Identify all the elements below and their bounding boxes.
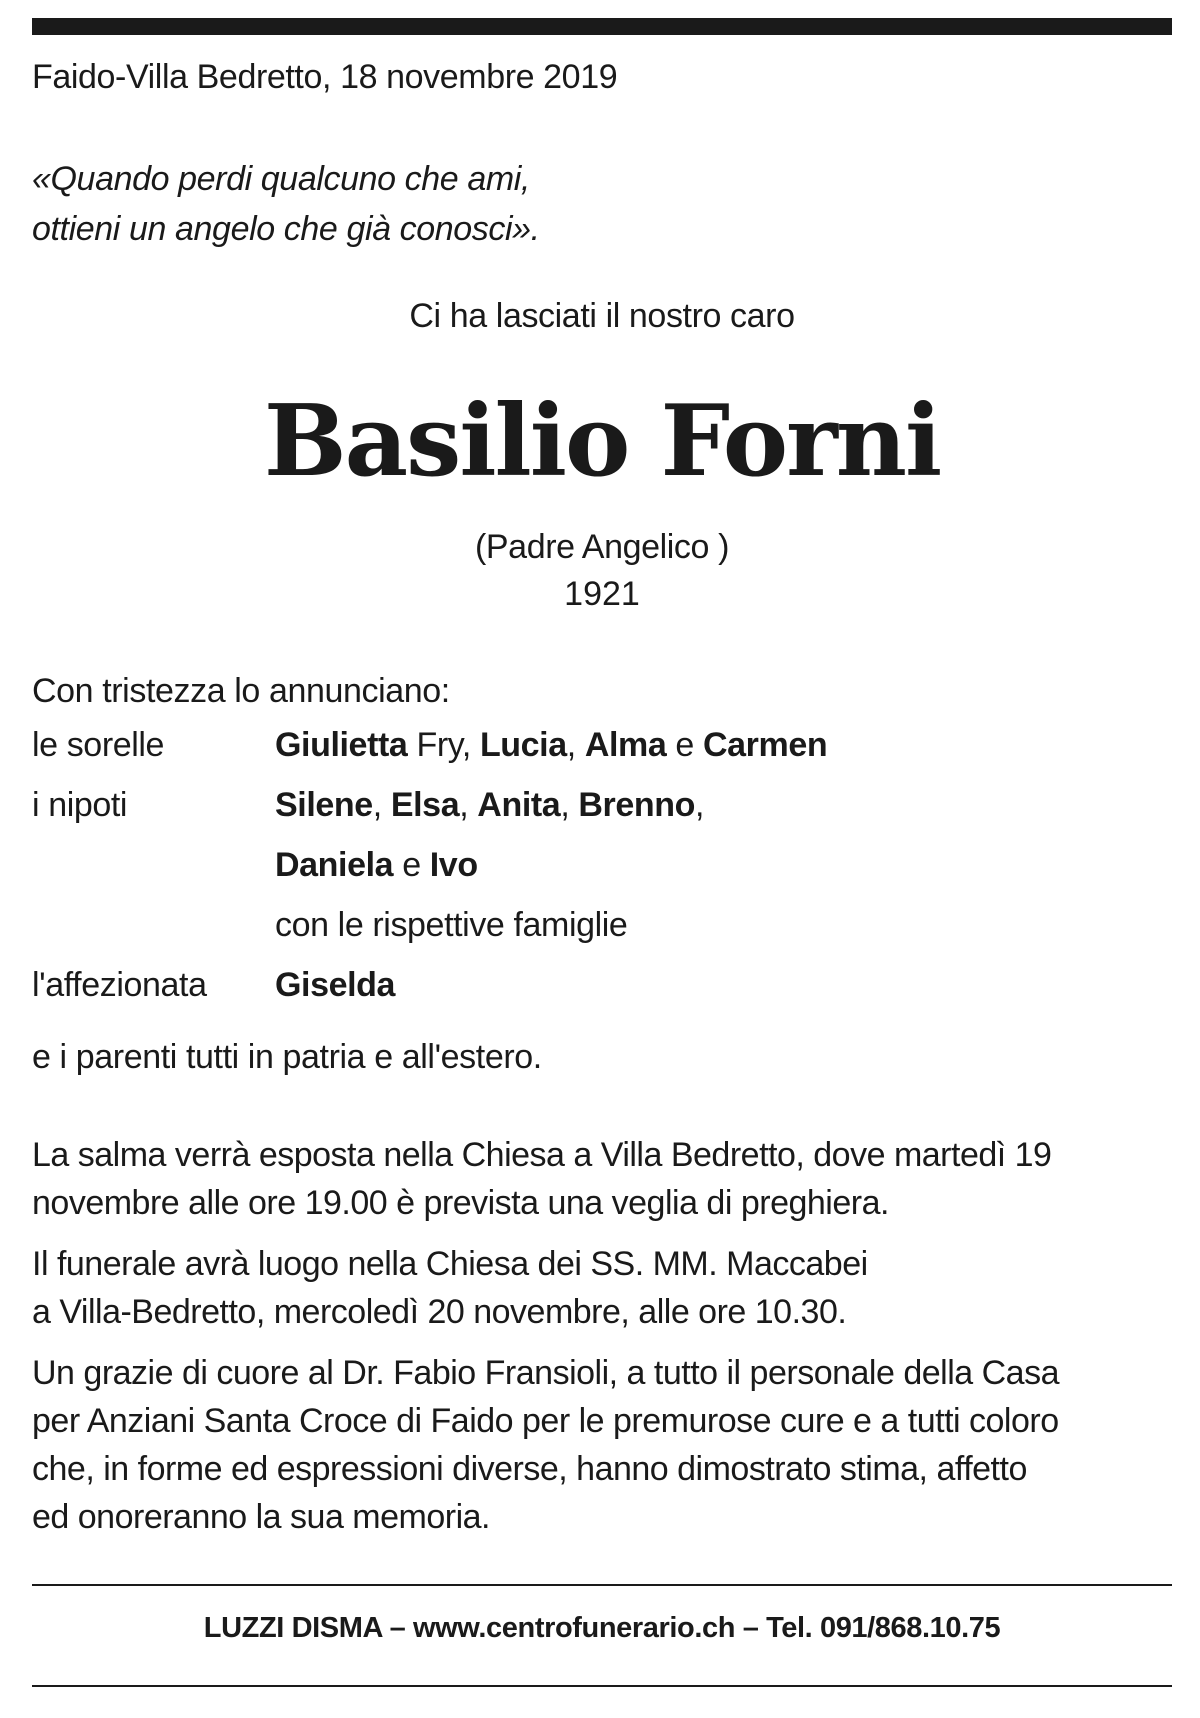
quote-line: «Quando perdi qualcuno che ami, (32, 160, 530, 198)
relatives-label: l'affezionata (32, 966, 207, 1004)
relative-name: Anita (477, 786, 561, 824)
relative-joiner: , (566, 726, 585, 764)
relatives-families: con le rispettive famiglie (275, 906, 628, 944)
footer-contact: LUZZI DISMA – www.centrofunerario.ch – Tel. 091/868.10.75 (203, 1612, 1001, 1644)
relative-joiner: Fry, (407, 726, 480, 764)
top-rule (32, 18, 1172, 35)
relative-name: Giulietta (275, 726, 408, 764)
relatives-row-families (32, 906, 1172, 950)
relative-joiner: e (393, 846, 430, 884)
relative-name: Daniela (275, 846, 394, 884)
paragraph-line: Un grazie di cuore al Dr. Fabio Fransioli, a tutto il personale della Casa (32, 1354, 1059, 1392)
relative-joiner: e (666, 726, 703, 764)
paragraph-line: per Anziani Santa Croce di Faido per le premurose cure e a tutti coloro (32, 1402, 1059, 1440)
relatives-row-nipoti-cont (32, 846, 1172, 890)
paragraph-line: ed onoreranno la sua memoria. (32, 1498, 490, 1536)
paragraph-line: che, in forme ed espressioni diverse, hanno dimostrato stima, affetto (32, 1450, 1027, 1488)
relative-joiner: , (459, 786, 478, 824)
relative-name: Lucia (479, 726, 567, 764)
relative-name: Carmen (703, 726, 828, 764)
relative-joiner: , (372, 786, 391, 824)
relative-name: Ivo (429, 846, 478, 884)
relatives-row-sorelle (32, 726, 1172, 770)
relative-joiner: , (560, 786, 579, 824)
deceased-alias: (Padre Angelico ) (474, 528, 729, 566)
deceased-name: Basilio Forni (263, 384, 941, 499)
footer-rule-bottom (32, 1685, 1172, 1687)
relatives-closing: e i parenti tutti in patria e all'estero. (32, 1038, 542, 1076)
relatives-names (275, 786, 704, 825)
relative-name: Silene (275, 786, 373, 824)
footer-rule-top (32, 1584, 1172, 1586)
relative-name: Giselda (275, 966, 396, 1004)
paragraph-line: a Villa-Bedretto, mercoledì 20 novembre, alle ore 10.30. (32, 1293, 847, 1331)
paragraph-line: novembre alle ore 19.00 è prevista una veglia di preghiera. (32, 1184, 889, 1222)
intro-text: Ci ha lasciati il nostro caro (409, 297, 795, 335)
relatives-row-nipoti (32, 786, 1172, 830)
quote-line: ottieni un angelo che già conosci». (32, 210, 540, 248)
relatives-row-affezionata (32, 966, 1172, 1010)
deceased-year: 1921 (564, 575, 640, 613)
place-date: Faido-Villa Bedretto, 18 novembre 2019 (32, 58, 618, 96)
obituary-notice (32, 0, 1172, 1718)
relatives-names (275, 966, 395, 1005)
relatives-names (275, 726, 827, 765)
paragraph-salma (32, 1131, 1172, 1227)
announce-heading: Con tristezza lo annunciano: (32, 672, 450, 710)
relative-name: Alma (584, 726, 667, 764)
paragraph-line: Il funerale avrà luogo nella Chiesa dei SS. MM. Maccabei (32, 1245, 868, 1283)
relatives-label: le sorelle (32, 726, 165, 764)
quote (32, 154, 540, 254)
relative-name: Elsa (390, 786, 460, 824)
relative-joiner: , (695, 786, 705, 824)
relatives-names (275, 846, 478, 885)
relative-name: Brenno (578, 786, 696, 824)
paragraph-line: La salma verrà esposta nella Chiesa a Villa Bedretto, dove martedì 19 (32, 1136, 1052, 1174)
paragraph-funerale (32, 1240, 1172, 1336)
paragraph-grazie (32, 1349, 1172, 1541)
relatives-label: i nipoti (32, 786, 128, 824)
